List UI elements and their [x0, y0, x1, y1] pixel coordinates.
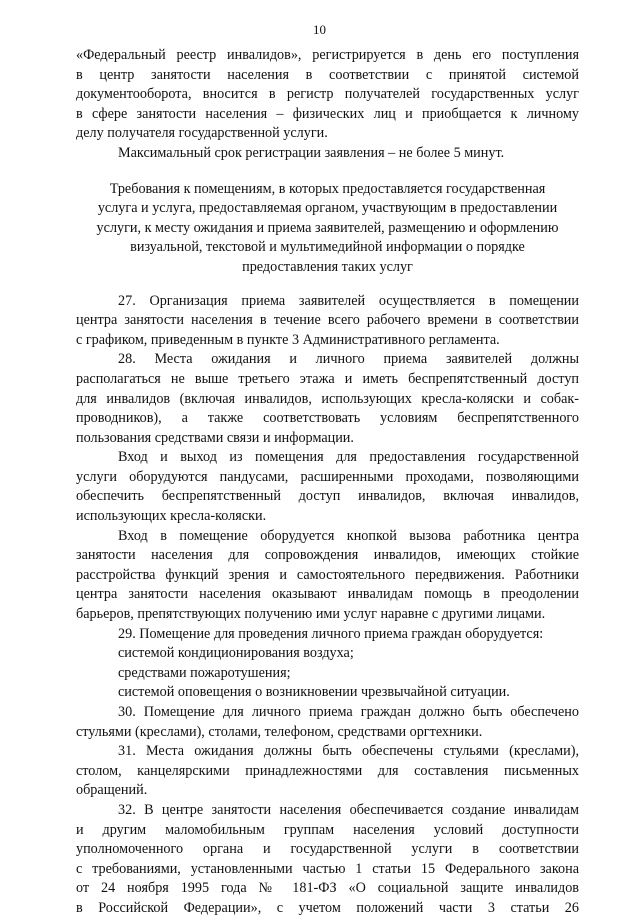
paragraph-29: 29. Помещение для проведения личного приема граждан оборудуется: [118, 625, 544, 642]
text-line: и другим маломобильным группам населения условий доступности [76, 821, 579, 838]
list-item: системой оповещения о возникновении чрезвычайной ситуации. [118, 684, 510, 701]
heading-line: предоставления таких услуг [242, 258, 413, 275]
section-heading [76, 180, 579, 278]
list-item: системой кондиционирования воздуха; [118, 645, 354, 662]
text-line: 32. В центре занятости населения обеспечивается создание инвалидам [118, 801, 579, 818]
heading-line: визуальной, текстовой и мультимедийной информации о порядке [130, 239, 525, 256]
paragraph-27 [76, 292, 579, 351]
text-line: документооборота, вносится в регистр получателей государственных услуг [76, 86, 579, 103]
text-line: с графиком, приведенным в пункте 3 Административного регламента. [76, 331, 500, 348]
spacer [76, 164, 579, 180]
text-line: центра занятости населения оказывают инвалидам помощь в преодолении [76, 586, 579, 603]
intro-paragraph [76, 46, 579, 144]
text-line: пользования средствами связи и информации. [76, 429, 354, 446]
text-line: расстройства функций зрения и самостоятельного передвижения. Работники [76, 566, 579, 583]
text-line: обращений. [76, 782, 148, 799]
heading-line: Требования к помещениям, в которых предоставляется государственная [109, 180, 546, 197]
heading-line: услуги, к месту ожидания и приема заявителей, размещению и оформлению [96, 219, 559, 236]
text-line: для инвалидов (включая инвалидов, использующих кресла-коляски и собак- [76, 390, 579, 407]
text-line: обеспечить беспрепятственный доступ инвалидов, включая инвалидов, [76, 488, 579, 505]
text-line: стульями (креслами), столами, телефоном, средствами оргтехники. [76, 723, 483, 740]
text-line: «Федеральный реестр инвалидов», регистрируется в день его поступления [76, 47, 579, 63]
spacer [76, 278, 579, 292]
text-line: от 24 ноября 1995 года № 181-ФЗ «О социальной защите инвалидов [76, 880, 579, 897]
text-line: Вход в помещение оборудуется кнопкой вызова работника центра [118, 527, 579, 544]
text-line: 30. Помещение для личного приема граждан должно быть обеспечено [118, 704, 579, 720]
text-line: барьеров, препятствующих получению ими услуг наравне с другими лицами. [76, 606, 546, 623]
text-line: в сфере занятости населения – физических лиц и приобщается к личному [76, 105, 579, 122]
text-line: с требованиями, установленными частью 1 статьи 15 Федерального закона [76, 860, 579, 877]
paragraph-29-list [76, 644, 579, 703]
page-number: 10 [313, 22, 326, 37]
text-line: столом, канцелярскими принадлежностями для составления письменных [76, 762, 579, 779]
paragraph-call-button [76, 527, 579, 625]
paragraph-31 [76, 742, 579, 801]
paragraph-32 [76, 801, 579, 919]
text-line: 31. Места ожидания должны быть обеспечены стульями (креслами), [118, 743, 579, 760]
text-line: услуги оборудуются пандусами, расширенными проходами, позволяющими [76, 468, 579, 485]
text-line: центра занятости населения в течение всего рабочего времени в соответствии [76, 312, 579, 329]
text-line: Вход и выход из помещения для предоставления государственной [118, 449, 579, 466]
text-line: располагаться не выше третьего этажа и иметь беспрепятственный доступ [76, 370, 579, 387]
text-line: делу получателя государственной услуги. [76, 125, 328, 142]
text-line: 28. Места ожидания и личного приема заявителей должны [118, 351, 579, 368]
text-line: использующих кресла-коляски. [76, 508, 267, 525]
max-time-paragraph: Максимальный срок регистрации заявления – не более 5 минут. [118, 144, 505, 161]
paragraph-30 [76, 703, 579, 742]
paragraph-entrance [76, 448, 579, 526]
heading-line: услуга и услуга, предоставляемая органом, участвующим в предоставлении [97, 200, 558, 217]
text-line: занятости населения для сопровождения инвалидов, имеющих стойкие [76, 547, 579, 564]
text-line: проводников), а также соответствовать условиям беспрепятственного [76, 410, 579, 427]
text-line: в Российской Федерации», с учетом положений части 3 статьи 26 [76, 899, 579, 916]
paragraph-28 [76, 350, 579, 448]
text-line: уполномоченного органа и государственной услуги в соответствии [76, 841, 579, 858]
text-line: 27. Организация приема заявителей осуществляется в помещении [118, 292, 579, 309]
document-body [76, 46, 579, 919]
text-line: в центр занятости населения в соответствии с принятой системой [76, 66, 579, 83]
list-item: средствами пожаротушения; [118, 664, 291, 681]
